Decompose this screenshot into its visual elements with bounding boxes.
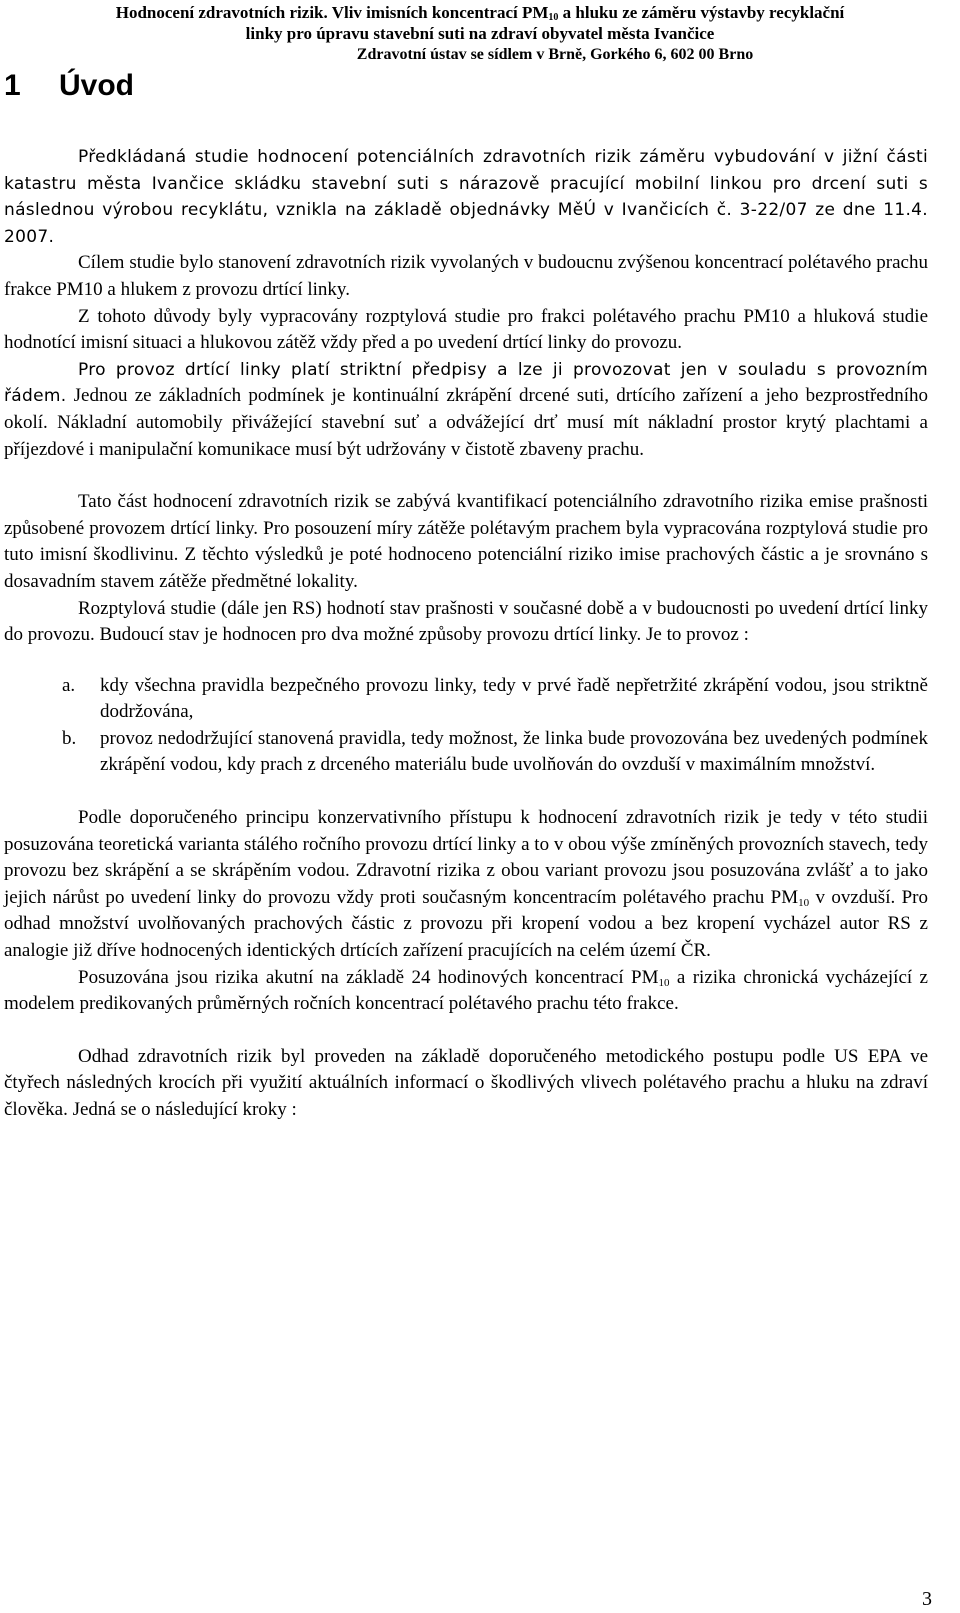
subscript: 10 [658,976,670,989]
paragraph-goal: Cílem studie bylo stanovení zdravotních rizik vyvolaných v budoucnu zvýšenou koncentrací polétavého prachu frakce PM10 a hlukem z provozu drtící linky. [4,252,928,300]
paragraph-gap [4,649,928,673]
list-marker: b. [62,727,77,749]
paragraph-operation-rules: Pro provoz drtící linky platí striktní předpisy a lze ji provozovat jen v souladu s provozním řádem. Jednou ze základních podmínek je kontinuální zkrápění drcené suti, drtícího zařízení a jeho bezprostředního okolí. Nákladní automobily přivážející stavební suť a odvážející drť musí mít nákladní prostor krytý plachtami a příjezdové i manipulační komunikace musí být udržovány v čistotě zbaveny prachu. [4,359,928,460]
body-text [4,144,928,1124]
paragraph-acute-chronic: Posuzována jsou rizika akutní na základě 24 hodinových koncentrací $PM_{10}$ a rizika chronická vycházející z modelem predikovaných průměrných ročních koncentrací polétavého prachu této frakce. [4,966,928,1015]
list-marker: a. [62,674,76,696]
paragraph-dispersion-study: Rozptylová studie (dále jen RS) hodnotí stav prašnosti v současné době a v budoucnosti po uvedení drtící linky do provozu. Budoucí stav je hodnocen pro dva možné způsoby provozu drtící linky. Je to provoz : [4,597,928,646]
paragraph-studies: Z tohoto důvody byly vypracovány rozptylová studie pro frakci polétavého prachu PM10 a hluková studie hodnotící imisní situaci a hlukovou zátěž vždy před a po uvedení drtící linky do provozu. [4,305,928,354]
header-title-line-2: linky pro úpravu stavební suti na zdraví obyvatel města Ivančice [245,24,715,43]
paragraph-intro: Předkládaná studie hodnocení potenciálních zdravotních rizik záměru vybudování v jižní části katastru města Ivančice skládku stavební suti s nárazově pracující mobilní linkou pro drcení suti s následnou výrobou recyklátu, vznikla na základě objednávky MěÚ v Ivančicích č. 3-22/07 ze dne 11.4. 2007. [4,147,928,247]
header-title-line: Hodnocení zdravotních rizik. Vliv imisních koncentrací $PM_{10}$ a hluku ze záměru výstavby recyklační [115,3,845,23]
paragraph-scope: Tato část hodnocení zdravotních rizik se zabývá kvantifikací potenciálního zdravotního rizika emise prašnosti způsobené provozem drtící linky. Pro posouzení míry zátěže polétavým prachem byla vypracována rozptylová studie pro tuto imisní škodlivinu. Z těchto výsledků je poté hodnoceno potenciální riziko imise prachových částic a je srovnáno s dosavadním stavem zátěže předmětné lokality. [4,491,928,592]
running-header [0,2,960,65]
chapter-title: Úvod [59,69,134,102]
paragraph-gap [4,779,928,805]
paragraph-method: Odhad zdravotních rizik byl proveden na základě doporučeného metodického postupu podle US EPA ve čtyřech následných krocích při využití aktuálních informací o škodlivých vlivech polétavého prachu a hluku na zdraví člověka. Jedná se o následující kroky : [4,1045,928,1120]
page-number: 3 [922,1588,932,1610]
paragraph-gap [4,1018,928,1044]
operation-modes-list [4,673,928,779]
header-institution: Zdravotní ústav se sídlem v Brně, Gorkého 6, 602 00 Brno [356,46,754,63]
paragraph-gap [4,463,928,489]
chapter-heading [4,66,134,106]
chapter-number: 1 [4,69,21,102]
subscript: 10 [548,12,559,23]
paragraph-conservative-approach: Podle doporučeného principu konzervativního přístupu k hodnocení zdravotních rizik je tedy v této studii posuzována teoretická varianta stálého ročního provozu drtící linky a to v obou výše zmíněných provozních stavech, tedy provozu bez skrápění a se skrápěním vodou. Zdravotní rizika z obou variant provozu jsou posuzována zvlášť a to jako jejich nárůst po uvedení linky do provozu vždy proti současným koncentracím polétavého prachu $PM_{10}$ v ovzduší. Pro odhad množství uvolňovaných prachových částic z provozu při kropení vodou a bez kropení vycházel autor RS z analogie již dříve hodnocených identických drtících zařízení pracujících na celém území ČR. [4,807,928,962]
subscript: 10 [798,896,810,909]
list-item: a. kdy všechna pravidla bezpečného provozu linky, tedy v prvé řadě nepřetržité zkrápění vodou, jsou striktně dodržována, [62,674,928,723]
list-item: b. provoz nedodržující stanovená pravidla, tedy možnost, že linka bude provozována bez uvedených podmínek zkrápění vodou, kdy prach z drceného materiálu bude uvolňován do ovzduší v maximálním množství. [62,727,928,776]
